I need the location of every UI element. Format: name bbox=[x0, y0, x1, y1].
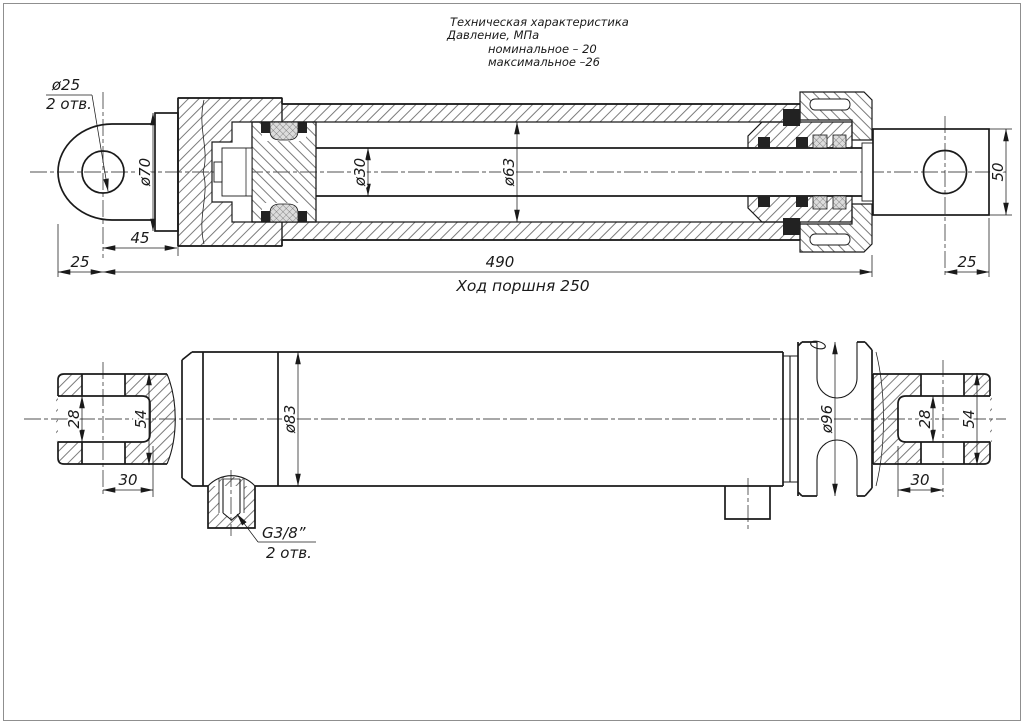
title-line-2: Давление, МПа bbox=[447, 28, 540, 42]
tube-wall-top bbox=[282, 104, 800, 122]
piston-ring bbox=[298, 211, 307, 222]
gland-nut-external bbox=[798, 340, 884, 496]
piston-nut bbox=[222, 148, 252, 196]
dim-left-fork-depth: 30 bbox=[118, 471, 138, 489]
rod-thread-stub bbox=[214, 162, 222, 182]
piston-ring bbox=[261, 211, 270, 222]
dim-bore-dia: ø63 bbox=[500, 157, 518, 187]
title-line-4: максимальное –26 bbox=[488, 55, 600, 69]
piston-ring bbox=[298, 122, 307, 133]
piston-ring bbox=[261, 122, 270, 133]
dim-body-length: 490 bbox=[485, 253, 515, 271]
rod-seal bbox=[758, 137, 770, 148]
dim-tube-dia: ø83 bbox=[281, 404, 299, 434]
external-dimensions bbox=[65, 342, 978, 562]
title-block bbox=[446, 15, 629, 69]
dim-port-qty: 2 отв. bbox=[266, 544, 312, 562]
title-line-1: Техническая характеристика bbox=[450, 15, 629, 29]
dim-rod-end-height: 50 bbox=[989, 162, 1007, 182]
section-view bbox=[30, 76, 1012, 295]
wiper-seal bbox=[783, 218, 800, 235]
dim-rod-dia: ø30 bbox=[351, 157, 369, 187]
dim-eye-hole-dia: ø25 bbox=[51, 76, 81, 94]
backup-ring bbox=[833, 135, 846, 148]
nut-relief-groove bbox=[810, 99, 850, 110]
title-line-3: номинальное – 20 bbox=[488, 42, 597, 56]
port-boss-threaded bbox=[208, 476, 255, 528]
rod-shoulder bbox=[862, 143, 873, 201]
tube-wall-bottom bbox=[282, 222, 800, 240]
port-boss-plain bbox=[725, 486, 770, 519]
nut-relief-groove bbox=[810, 234, 850, 245]
backup-ring bbox=[813, 196, 827, 209]
rod-seal bbox=[758, 196, 770, 207]
piston-seal-bottom bbox=[270, 204, 298, 222]
dim-nut-dia: ø96 bbox=[818, 404, 836, 434]
backup-ring bbox=[813, 135, 827, 148]
dim-right-fork-inner: 28 bbox=[916, 409, 934, 429]
dim-right-fork-depth: 30 bbox=[910, 471, 930, 489]
dim-port-thread: G3/8” bbox=[262, 524, 306, 542]
dim-eye-to-body: 45 bbox=[130, 229, 150, 247]
external-view bbox=[24, 340, 1006, 562]
dim-eye-hole-qty: 2 отв. bbox=[46, 95, 92, 113]
backup-ring bbox=[833, 196, 846, 209]
dim-right-fork-outer: 54 bbox=[960, 409, 978, 429]
rod-seal bbox=[796, 196, 808, 207]
wiper-seal bbox=[783, 109, 800, 126]
rod-seal bbox=[796, 137, 808, 148]
dim-rod-end-offset: 25 bbox=[957, 253, 977, 271]
dim-left-fork-inner: 28 bbox=[65, 409, 83, 429]
stroke-note: Ход поршня 250 bbox=[456, 277, 590, 295]
piston-seal-top bbox=[270, 122, 298, 140]
spanner-hole bbox=[810, 340, 826, 350]
dim-eye-end-offset: 25 bbox=[70, 253, 90, 271]
dim-eye-od: ø70 bbox=[136, 157, 154, 187]
dim-left-fork-outer: 54 bbox=[132, 409, 150, 429]
